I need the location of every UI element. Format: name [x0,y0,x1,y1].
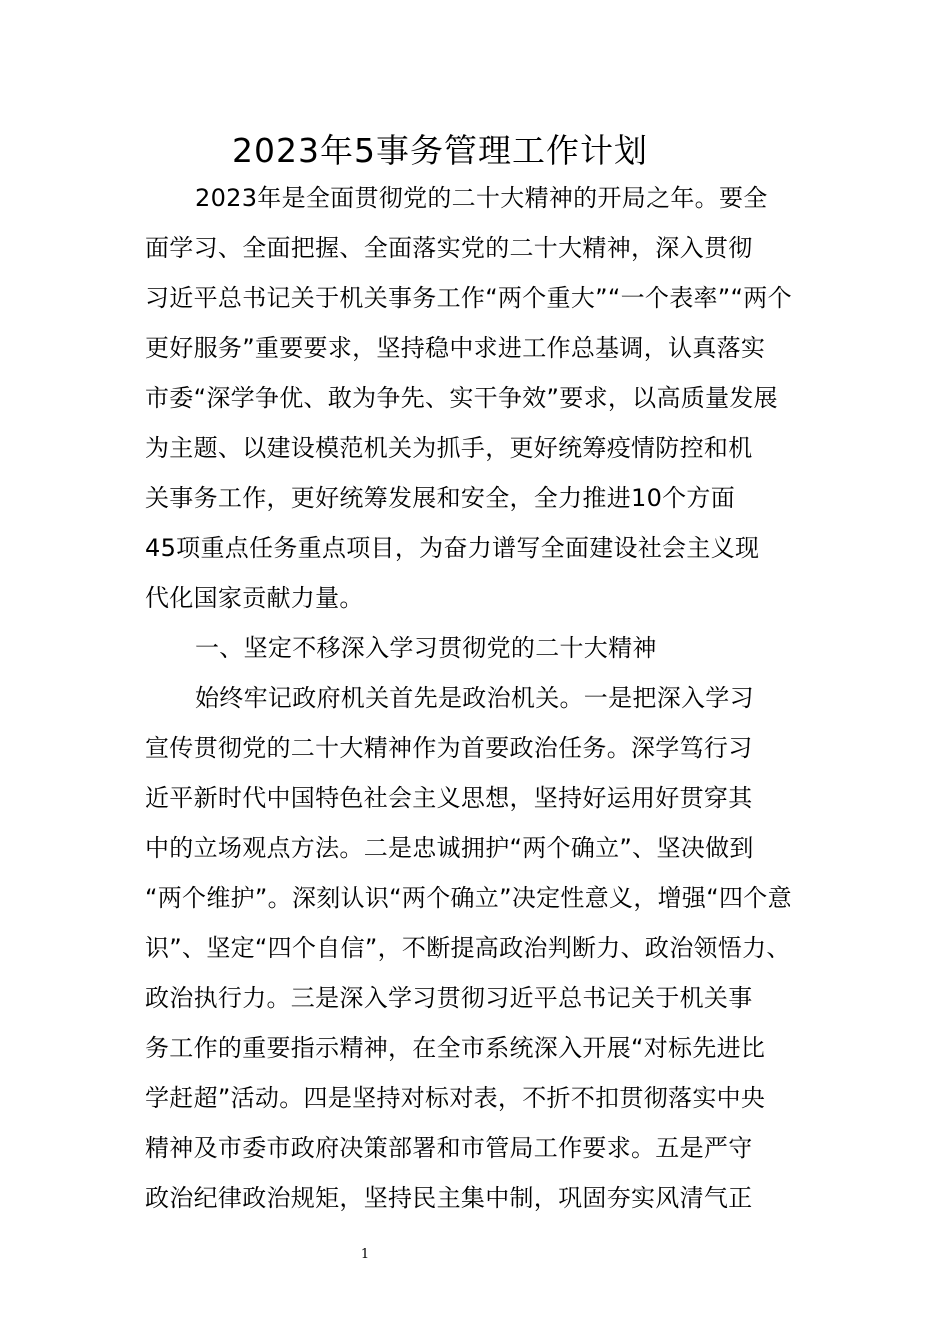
paragraph-line: 更好服务”重要要求，坚持稳中求进工作总基调，认真落实 [145,334,766,362]
paragraph-line: 习近平总书记关于机关事务工作“两个重大”“一个表率”“两个 [145,284,792,312]
paragraph-line: 近平新时代中国特色社会主义思想，坚持好运用好贯穿其 [145,784,753,812]
paragraph-line: 面学习、全面把握、全面落实党的二十大精神，深入贯彻 [145,234,753,262]
section-heading: 一、坚定不移深入学习贯彻党的二十大精神 [195,634,657,662]
paragraph-line: “两个维护”。深刻认识“两个确立”决定性意义，增强“四个意 [145,884,792,912]
paragraph-line: 为主题、以建设模范机关为抓手，更好统筹疫情防控和机 [145,434,753,462]
paragraph-line: 45项重点任务重点项目，为奋力谱写全面建设社会主义现 [145,534,760,562]
paragraph-line: 中的立场观点方法。二是忠诚拥护“两个确立”、坚决做到 [145,834,754,862]
paragraph-line: 市委“深学争优、敢为争先、实干争效”要求，以高质量发展 [145,384,778,412]
document-title: 2023年5事务管理工作计划 [232,131,648,170]
paragraph-line: 始终牢记政府机关首先是政治机关。一是把深入学习 [195,684,754,712]
paragraph-line: 代化国家贡献力量。 [145,584,364,612]
page-number: 1 [360,1247,370,1262]
paragraph-line: 政治纪律政治规矩，坚持民主集中制，巩固夯实风清气正 [145,1184,753,1212]
paragraph-line: 学赶超”活动。四是坚持对标对表，不折不扣贯彻落实中央 [145,1084,766,1112]
paragraph-line: 关事务工作，更好统筹发展和安全，全力推进10个方面 [145,484,736,512]
paragraph-line: 识”、坚定“四个自信”，不断提高政治判断力、政治领悟力、 [145,934,791,962]
paragraph-line: 精神及市委市政府决策部署和市管局工作要求。五是严守 [145,1134,753,1162]
paragraph-line: 政治执行力。三是深入学习贯彻习近平总书记关于机关事 [145,984,753,1012]
paragraph-line: 2023年是全面贯彻党的二十大精神的开局之年。要全 [195,184,768,212]
paragraph-line: 务工作的重要指示精神，在全市系统深入开展“对标先进比 [145,1034,766,1062]
paragraph-line: 宣传贯彻党的二十大精神作为首要政治任务。深学笃行习 [145,734,753,762]
